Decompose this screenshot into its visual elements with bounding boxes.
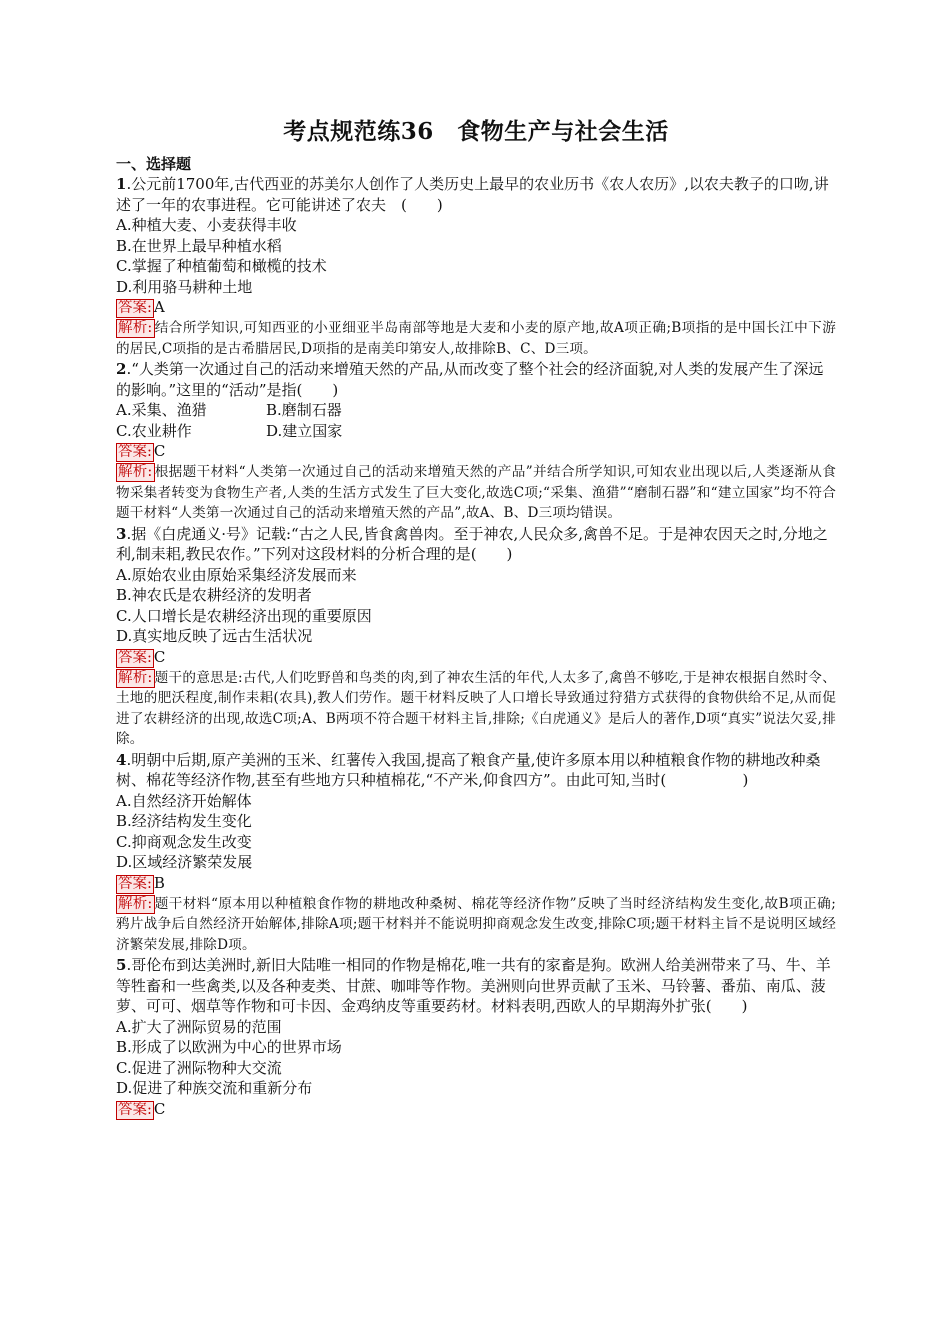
- question-1: [116, 174, 836, 359]
- section-heading: 一、选择题: [116, 155, 192, 173]
- option-d: D.区域经济繁荣发展: [116, 853, 253, 871]
- answer-line: [116, 873, 836, 894]
- option-b: B.经济结构发生变化: [116, 812, 252, 830]
- question-number: 5: [116, 956, 127, 974]
- analysis-line: [116, 668, 836, 750]
- option-b: B.神农氏是农耕经济的发明者: [116, 586, 312, 604]
- answer-line: [116, 1099, 836, 1120]
- question-number: 1: [116, 175, 127, 193]
- answer-value: C: [153, 1099, 166, 1118]
- answer-value: A: [153, 298, 165, 316]
- page-title: 考点规范练36 食物生产与社会生活: [283, 118, 669, 145]
- analysis-text: 题干材料“原本用以种植粮食作物的耕地改种桑树、棉花等经济作物”反映了当时经济结构发生变化,故B项正确;鸦片战争后自然经济开始解体,排除A项;题干材料并不能说明抑商观念发生改变,排除C项;题干材料主旨不是说明区域经济繁荣发展,排除D项。: [116, 895, 836, 953]
- question-stem: [116, 524, 836, 565]
- options-row: [116, 421, 836, 442]
- option-c: C.人口增长是农耕经济出现的重要原因: [116, 606, 372, 625]
- option-b: B.磨制石器: [266, 401, 342, 419]
- question-text: .哥伦布到达美洲时,新旧大陆唯一相同的作物是棉花,唯一共有的家畜是狗。欧洲人给美洲带来了马、牛、羊等牲畜和一些禽类,以及各种麦类、甘蔗、咖啡等作物。美洲则向世界贡献了玉米、马铃薯、番茄、南瓜、菠萝、可可、烟草等作物和可卡因、金鸡纳皮等重要药材。材料表明,西欧人的早期海外扩张( ): [116, 956, 831, 1015]
- option-a: A.采集、渔猎: [116, 401, 207, 419]
- analysis-tag: 解析:: [118, 464, 153, 480]
- answer-value: C: [153, 442, 166, 460]
- analysis-tag: 解析:: [118, 895, 153, 912]
- question-5: [116, 955, 836, 1120]
- question-text: .“人类第一次通过自己的活动来增殖天然的产品,从而改变了整个社会的经济面貌,对人类的发展产生了深远的影响。”这里的“活动”是指( ): [116, 360, 824, 399]
- analysis-text: 结合所学知识,可知西亚的小亚细亚半岛南部等地是大麦和小麦的原产地,故A项正确;B项指的是中国长江中下游的居民,C项指的是古希腊居民,D项指的是南美印第安人,故排除B、C、D三项。: [116, 320, 836, 357]
- option-c: C.促进了洲际物种大交流: [116, 1058, 282, 1077]
- question-text: .明朝中后期,原产美洲的玉米、红薯传入我国,提高了粮食产量,使许多原本用以种植粮食作物的耕地改种桑树、棉花等经济作物,甚至有些地方只种植棉花,“不产米,仰食四方”。由此可知,当时( ): [116, 750, 821, 789]
- question-3: [116, 524, 836, 750]
- option-d: D.利用骆马耕种土地: [116, 277, 253, 296]
- answer-tag: 答案:: [118, 649, 152, 666]
- question-number: 2: [116, 360, 127, 378]
- question-4: [116, 750, 836, 956]
- option-a: A.原始农业由原始采集经济发展而来: [116, 565, 357, 584]
- answer-line: [116, 647, 836, 668]
- analysis-line: [116, 462, 836, 524]
- analysis-line: [116, 894, 836, 956]
- answer-tag: 答案:: [118, 1101, 152, 1118]
- option-b: B.形成了以欧洲为中心的世界市场: [116, 1038, 342, 1056]
- question-text: .公元前1700年,古代西亚的苏美尔人创作了人类历史上最早的农业历书《农人农历》,以农夫教子的口吻,讲述了一年的农事进程。它可能讲述了农夫 ( ): [116, 175, 829, 214]
- question-number: 3: [116, 524, 127, 543]
- option-a: A.扩大了洲际贸易的范围: [116, 1017, 282, 1036]
- answer-value: C: [153, 647, 166, 666]
- options-row: [116, 400, 836, 421]
- analysis-tag: 解析:: [118, 669, 153, 686]
- answer-tag: 答案:: [118, 300, 152, 316]
- question-text: .据《白虎通义·号》记载:“古之人民,皆食禽兽肉。至于神农,人民众多,禽兽不足。于是神农因天之时,分地之利,制耒耜,教民农作。”下列对这段材料的分析合理的是( ): [116, 524, 828, 563]
- question-stem: [116, 359, 836, 400]
- question-number: 4: [116, 750, 127, 769]
- question-stem: [116, 750, 836, 791]
- question-stem: [116, 955, 836, 1017]
- option-c: C.掌握了种植葡萄和橄榄的技术: [116, 257, 327, 275]
- option-d: D.真实地反映了远古生活状况: [116, 627, 313, 645]
- answer-line: [116, 441, 836, 462]
- answer-line: [116, 297, 836, 318]
- analysis-tag: 解析:: [118, 320, 153, 336]
- option-d: D.建立国家: [266, 421, 343, 440]
- answer-tag: 答案:: [118, 444, 152, 460]
- analysis-text: 根据题干材料“人类第一次通过自己的活动来增殖天然的产品”并结合所学知识,可知农业出现以后,人类逐渐从食物采集者转变为食物生产者,人类的生活方式发生了巨大变化,故选C项;“采集、渔猎”“磨制石器”和“建立国家”均不符合题干材料“人类第一次通过自己的活动来增殖天然的产品”,故A、B、D三项均错误。: [116, 464, 836, 521]
- option-d: D.促进了种族交流和重新分布: [116, 1079, 313, 1097]
- analysis-line: [116, 318, 836, 359]
- question-stem: [116, 174, 836, 215]
- analysis-text: 题干的意思是:古代,人们吃野兽和鸟类的肉,到了神农生活的年代,人太多了,禽兽不够吃,于是神农根据自然时令、土地的肥沃程度,制作耒耜(农具),教人们劳作。题干材料反映了人口增长导致通过狩猎方式获得的食物供给不足,从而促进了农耕经济的出现,故选C项;A、B两项不符合题干材料主旨,排除;《白虎通义》是后人的著作,D项“真实”说法欠妥,排除。: [116, 669, 836, 747]
- answer-tag: 答案:: [118, 875, 152, 892]
- option-a: A.种植大麦、小麦获得丰收: [116, 216, 297, 234]
- option-c: C.抑商观念发生改变: [116, 832, 252, 851]
- option-c: C.农业耕作: [116, 421, 192, 440]
- option-a: A.自然经济开始解体: [116, 791, 252, 810]
- option-b: B.在世界上最早种植水稻: [116, 236, 282, 255]
- question-2: [116, 359, 836, 524]
- answer-value: B: [153, 873, 165, 892]
- document-page: [116, 116, 836, 1120]
